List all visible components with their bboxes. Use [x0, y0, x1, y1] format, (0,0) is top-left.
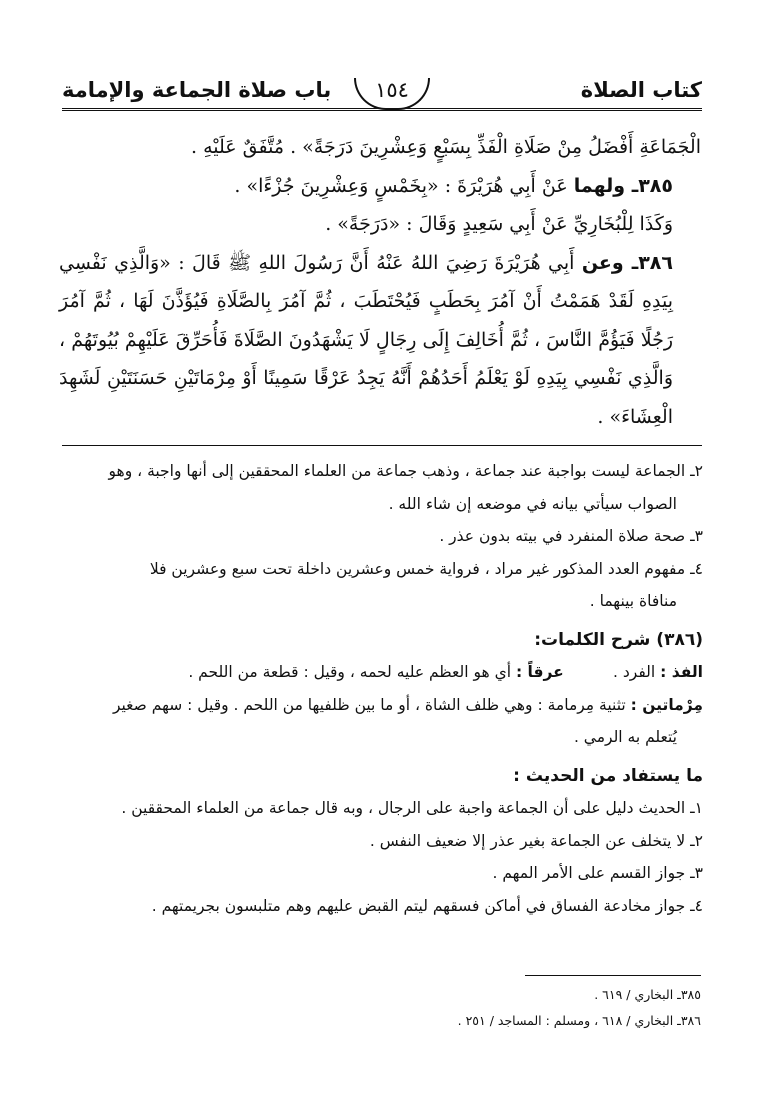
hadith-384-end: الْجَمَاعَةِ أَفْضَلُ مِنْ صَلَاةِ الْفَذِّ بِسَبْعٍ وَعِشْرِينَ دَرَجَةً» . مُتَّفَقٌ عَلَيْهِ .	[191, 136, 701, 158]
gloss-fadh-def: الفرد .	[613, 663, 656, 681]
hadith-385-text: عَنْ أَبِي هُرَيْرَةَ : «بِخَمْسٍ وَعِشْرِينَ جُزْءًا» .	[234, 174, 568, 197]
header-rule	[62, 108, 702, 111]
book-title: كتاب الصلاة	[580, 78, 702, 102]
notes-section	[57, 455, 703, 922]
note-4-line1: ٤ـ مفهوم العدد المذكور غير مراد ، فرواية خمس وعشرين داخلة تحت سبع وعشرين فلا	[149, 559, 703, 578]
reference-385: ٣٨٥ـ البخاري / ٦١٩ .	[594, 987, 701, 1002]
gloss-fadh-word: الفذ :	[660, 663, 703, 681]
fawaid-2: ٢ـ لا يتخلف عن الجماعة بغير عذر إلا ضعيف النفس .	[369, 831, 703, 850]
page-header	[62, 74, 702, 114]
note-4-line2: منافاة بينهما .	[589, 592, 677, 610]
sharh-heading: (٣٨٦) شرح الكلمات:	[534, 629, 703, 650]
page-number: ١٥٤	[354, 76, 430, 104]
note-3: ٣ـ صحة صلاة المنفرد في بيته بدون عذر .	[439, 527, 703, 545]
chapter-title: باب صلاة الجماعة والإمامة	[62, 78, 332, 102]
gloss-mirmat-word: مِرْماتين :	[630, 695, 703, 714]
gloss-arq-word: عرقاً :	[515, 663, 564, 681]
gloss-mirmat	[57, 689, 703, 722]
hadith-386	[59, 244, 701, 437]
gloss-mirmat-def: تثنية مِرمامة : وهي ظلف الشاة ، أو ما بين ظلفيها من اللحم . وقيل : سهم صغير	[112, 695, 626, 714]
hadith-385	[59, 167, 701, 206]
hadith-386-text: أَبِي هُرَيْرَةَ رَضِيَ اللهُ عَنْهُ أَنَّ رَسُولَ اللهِ ﷺ قَالَ : «وَالَّذِي نَفْسِي بِيَدِهِ لَقَدْ هَمَمْتُ أَنْ آمُرَ بِحَطَبٍ فَيُحْتَطَبَ ، ثُمَّ آمُرَ بِالصَّلَاةِ فَيُؤَذَّنَ لَهَا ، ثُمَّ آمُرَ رَجُلًا فَيَؤُمَّ النَّاسَ ، ثُمَّ أُخَالِفَ إِلَى رِجَالٍ لَا يَشْهَدُونَ الصَّلَاةَ فَأُحَرِّقَ عَلَيْهِمْ بُيُوتَهُمْ ، وَالَّذِي نَفْسِي بِيَدِهِ لَوْ يَعْلَمُ أَحَدُهُمْ أَنَّهُ يَجِدُ عَرْقًا سَمِينًا أَوْ مِرْمَاتَيْنِ حَسَنَتَيْنِ لَشَهِدَ الْعِشَاءَ» .	[59, 251, 673, 428]
gloss-fadh-arq	[57, 656, 703, 689]
references	[61, 982, 701, 1034]
fawaid-3: ٣ـ جواز القسم على الأمر المهم .	[492, 864, 703, 882]
gloss-mirmat-line2: يُتعلم به الرمي .	[573, 728, 677, 746]
note-2-line2: الصواب سيأتي بيانه في موضعه إن شاء الله .	[388, 494, 677, 513]
gloss-arq-def: أي هو العظم عليه لحمه ، وقيل : قطعة من اللحم .	[188, 663, 512, 681]
hadith-386-number: ٣٨٦ـ وعن	[581, 251, 673, 274]
hadith-385-bukhari: وَكَذَا لِلْبُخَارِيِّ عَنْ أَبِي سَعِيدٍ وَقَالَ : «دَرَجَةً» .	[325, 213, 673, 235]
note-2-line1: ٢ـ الجماعة ليست بواجبة عند جماعة ، وذهب جماعة من العلماء المحققين إلى أنها واجبة ، وهو	[108, 462, 703, 480]
hadith-385-number: ٣٨٥ـ ولهما	[573, 174, 673, 197]
fawaid-heading: ما يستفاد من الحديث :	[513, 765, 703, 786]
reference-386: ٣٨٦ـ البخاري / ٦١٨ ، ومسلم : المساجد / ٢٥١ .	[457, 1013, 701, 1028]
references-separator	[525, 975, 701, 976]
fawaid-4: ٤ـ جواز مخادعة الفساق في أماكن فسقهم ليتم القبض عليهم وهم متلبسون بجريمتهم .	[151, 896, 703, 915]
hadith-text	[59, 128, 701, 436]
fawaid-1: ١ـ الحديث دليل على أن الجماعة واجبة على الرجال ، وبه قال جماعة من العلماء المحققين .	[121, 799, 703, 817]
footnote-separator	[62, 445, 702, 446]
